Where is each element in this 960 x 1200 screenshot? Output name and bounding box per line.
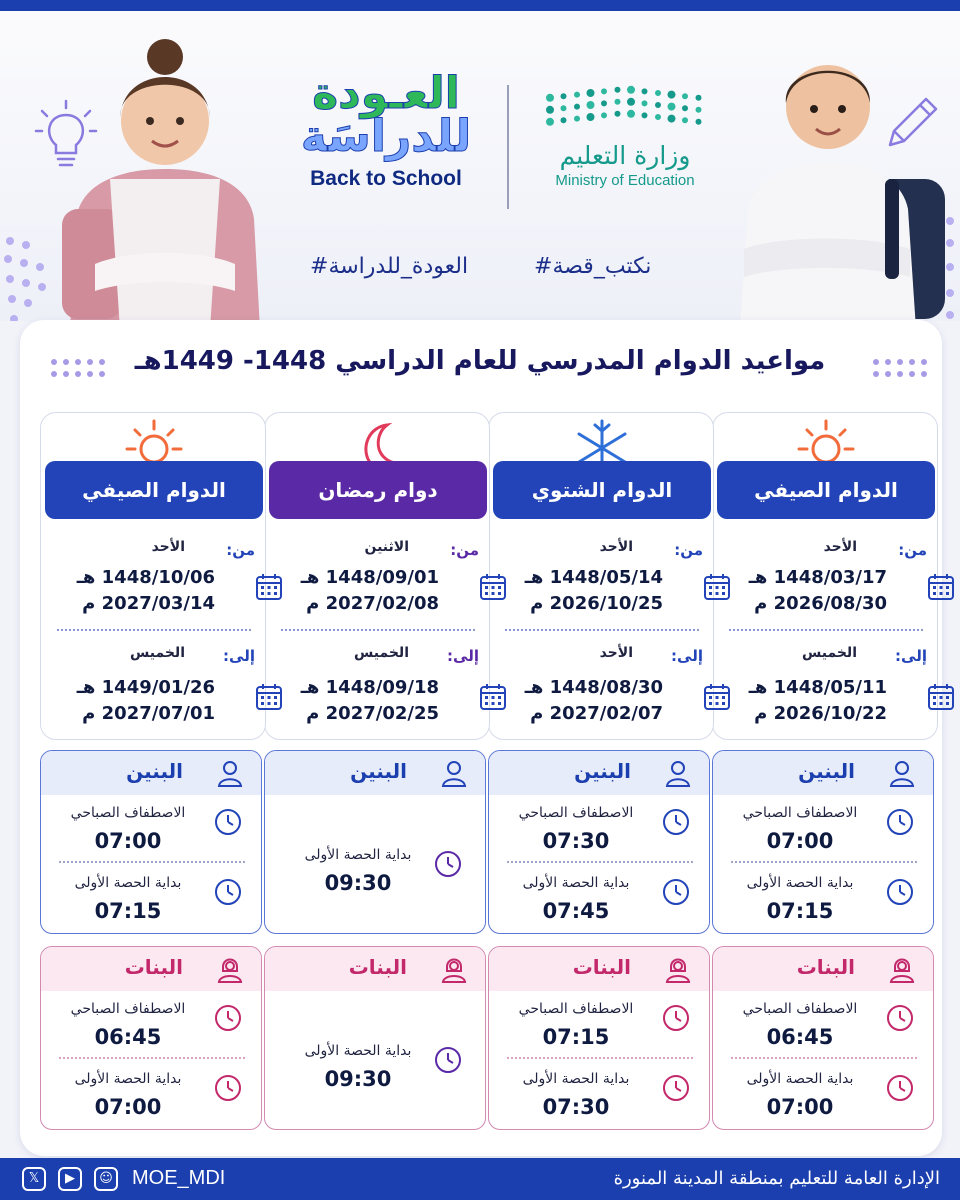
header-banner bbox=[0, 11, 960, 321]
region-directorate: الإدارة العامة للتعليم بمنطقة المدينة المنورة bbox=[613, 1168, 940, 1189]
ministry-name-ar: وزارة التعليم bbox=[559, 141, 691, 170]
boys-assembly-time: 07:00 bbox=[94, 829, 162, 853]
to-date bbox=[727, 675, 887, 727]
to-date bbox=[503, 675, 663, 727]
to-label: إلى: bbox=[671, 647, 703, 665]
hijri-suffix: هـ bbox=[300, 677, 320, 698]
back-to-school-ar-line2: للدراسَة bbox=[300, 111, 472, 162]
assembly-label: الاصطفاف الصباحي bbox=[70, 805, 186, 821]
ministry-dots-emblem bbox=[540, 81, 710, 137]
boys-times-card bbox=[40, 750, 262, 934]
clock-icon bbox=[213, 877, 243, 907]
first-period-label: بداية الحصة الأولى bbox=[304, 1043, 412, 1059]
first-period-label: بداية الحصة الأولى bbox=[522, 875, 630, 891]
to-label: إلى: bbox=[223, 647, 255, 665]
to-day: الأحد bbox=[599, 645, 633, 661]
hijri-suffix: هـ bbox=[76, 567, 96, 588]
calendar-icon bbox=[479, 683, 507, 711]
assembly-label: الاصطفاف الصباحي bbox=[70, 1001, 186, 1017]
time-divider bbox=[59, 861, 245, 863]
from-label: من: bbox=[226, 541, 255, 559]
schedule-card bbox=[264, 412, 490, 740]
from-label: من: bbox=[898, 541, 927, 559]
clock-icon bbox=[661, 1073, 691, 1103]
time-divider bbox=[507, 861, 693, 863]
to-gregorian: 2027/02/25 bbox=[325, 703, 439, 724]
to-date bbox=[279, 675, 439, 727]
date-divider bbox=[281, 629, 475, 631]
boys-label: البنين bbox=[798, 759, 855, 783]
boys-times-card bbox=[712, 750, 934, 934]
from-day: الاثنين bbox=[364, 539, 409, 555]
boys-label: البنين bbox=[126, 759, 183, 783]
girls-header bbox=[489, 947, 709, 991]
girls-label: البنات bbox=[796, 955, 855, 979]
schedule-card bbox=[712, 412, 938, 740]
from-label: من: bbox=[450, 541, 479, 559]
from-gregorian: 2027/02/08 bbox=[325, 593, 439, 614]
gregorian-suffix: م bbox=[754, 703, 768, 724]
hijri-suffix: هـ bbox=[524, 567, 544, 588]
schedule-type-title: الدوام الصيفي bbox=[717, 461, 935, 519]
to-gregorian: 2027/07/01 bbox=[101, 703, 215, 724]
assembly-label: الاصطفاف الصباحي bbox=[742, 1001, 858, 1017]
boys-header bbox=[713, 751, 933, 795]
clock-icon bbox=[885, 1003, 915, 1033]
from-hijri: 1448/05/14 bbox=[549, 567, 663, 588]
boy-icon bbox=[889, 759, 915, 787]
from-gregorian: 2027/03/14 bbox=[101, 593, 215, 614]
gregorian-suffix: م bbox=[82, 703, 96, 724]
girls-times-card bbox=[40, 946, 262, 1130]
girls-times-card bbox=[488, 946, 710, 1130]
from-date bbox=[503, 565, 663, 617]
first-period-label: بداية الحصة الأولى bbox=[522, 1071, 630, 1087]
girls-header bbox=[713, 947, 933, 991]
to-day: الخميس bbox=[801, 645, 857, 661]
gregorian-suffix: م bbox=[306, 593, 320, 614]
clock-icon bbox=[213, 1003, 243, 1033]
from-day: الأحد bbox=[151, 539, 185, 555]
youtube-icon[interactable]: ▶ bbox=[58, 1167, 82, 1191]
from-gregorian: 2026/10/25 bbox=[549, 593, 663, 614]
boys-assembly-time: 07:00 bbox=[766, 829, 834, 853]
boy-icon bbox=[441, 759, 467, 787]
girls-header bbox=[265, 947, 485, 991]
from-hijri: 1448/03/17 bbox=[773, 567, 887, 588]
calendar-icon bbox=[927, 683, 955, 711]
hijri-suffix: هـ bbox=[748, 677, 768, 698]
boys-assembly-time: 07:30 bbox=[542, 829, 610, 853]
from-hijri: 1448/10/06 bbox=[101, 567, 215, 588]
gregorian-suffix: م bbox=[306, 703, 320, 724]
boys-first-period-time: 09:30 bbox=[324, 871, 392, 895]
girls-times-card bbox=[712, 946, 934, 1130]
girls-label: البنات bbox=[124, 955, 183, 979]
from-day: الأحد bbox=[599, 539, 633, 555]
time-divider bbox=[731, 861, 917, 863]
boys-times-card bbox=[264, 750, 486, 934]
first-period-label: بداية الحصة الأولى bbox=[746, 875, 854, 891]
girls-assembly-time: 06:45 bbox=[766, 1025, 834, 1049]
schedule-card bbox=[488, 412, 714, 740]
time-divider bbox=[59, 1057, 245, 1059]
to-gregorian: 2027/02/07 bbox=[549, 703, 663, 724]
logo-divider bbox=[507, 85, 509, 209]
clock-icon bbox=[213, 1073, 243, 1103]
boys-header bbox=[265, 751, 485, 795]
girls-label: البنات bbox=[572, 955, 631, 979]
back-to-school-ar-line1: العـودة bbox=[312, 68, 460, 119]
hijri-suffix: هـ bbox=[76, 677, 96, 698]
to-hijri: 1448/05/11 bbox=[773, 677, 887, 698]
boys-first-period-time: 07:45 bbox=[542, 899, 610, 923]
clock-icon bbox=[661, 877, 691, 907]
girls-assembly-time: 07:15 bbox=[542, 1025, 610, 1049]
calendar-icon bbox=[255, 683, 283, 711]
title-dots-left bbox=[48, 356, 108, 380]
first-period-label: بداية الحصة الأولى bbox=[304, 847, 412, 863]
girls-header bbox=[41, 947, 261, 991]
to-hijri: 1448/09/18 bbox=[325, 677, 439, 698]
schedule-title: مواعيد الدوام المدرسي للعام الدراسي 1448- 1449هـ bbox=[134, 346, 826, 376]
girls-first-period-time: 07:30 bbox=[542, 1095, 610, 1119]
boys-header bbox=[41, 751, 261, 795]
from-label: من: bbox=[674, 541, 703, 559]
time-divider bbox=[507, 1057, 693, 1059]
hashtag-write-a-story: #نكتب_قصة bbox=[534, 254, 652, 279]
calendar-icon bbox=[479, 573, 507, 601]
girls-first-period-time: 09:30 bbox=[324, 1067, 392, 1091]
title-dots-right bbox=[870, 356, 930, 380]
from-date bbox=[279, 565, 439, 617]
boy-icon bbox=[217, 759, 243, 787]
first-period-label: بداية الحصة الأولى bbox=[746, 1071, 854, 1087]
from-day: الأحد bbox=[823, 539, 857, 555]
to-date bbox=[55, 675, 215, 727]
girls-first-period-time: 07:00 bbox=[766, 1095, 834, 1119]
boys-header bbox=[489, 751, 709, 795]
gregorian-suffix: م bbox=[754, 593, 768, 614]
to-label: إلى: bbox=[447, 647, 479, 665]
first-period-label: بداية الحصة الأولى bbox=[74, 875, 182, 891]
to-gregorian: 2026/10/22 bbox=[773, 703, 887, 724]
calendar-icon bbox=[927, 573, 955, 601]
clock-icon bbox=[661, 807, 691, 837]
girls-first-period-time: 07:00 bbox=[94, 1095, 162, 1119]
calendar-icon bbox=[703, 573, 731, 601]
clock-icon bbox=[885, 807, 915, 837]
girls-times-card bbox=[264, 946, 486, 1130]
to-hijri: 1449/01/26 bbox=[101, 677, 215, 698]
back-to-school-logo bbox=[296, 68, 476, 191]
first-period-label: بداية الحصة الأولى bbox=[74, 1071, 182, 1087]
boys-label: البنين bbox=[350, 759, 407, 783]
girl-icon bbox=[441, 955, 467, 983]
from-hijri: 1448/09/01 bbox=[325, 567, 439, 588]
to-hijri: 1448/08/30 bbox=[549, 677, 663, 698]
boy-student-illustration bbox=[720, 29, 960, 321]
clock-icon bbox=[885, 1073, 915, 1103]
footer-bar bbox=[0, 1158, 960, 1200]
girls-assembly-time: 06:45 bbox=[94, 1025, 162, 1049]
girl-icon bbox=[665, 955, 691, 983]
clock-icon bbox=[213, 807, 243, 837]
ministry-name-en: Ministry of Education bbox=[555, 172, 695, 189]
date-divider bbox=[729, 629, 923, 631]
to-day: الخميس bbox=[129, 645, 185, 661]
hijri-suffix: هـ bbox=[300, 567, 320, 588]
boys-first-period-time: 07:15 bbox=[766, 899, 834, 923]
gregorian-suffix: م bbox=[530, 703, 544, 724]
clock-icon bbox=[885, 877, 915, 907]
snapchat-icon[interactable]: ☺ bbox=[94, 1167, 118, 1191]
assembly-label: الاصطفاف الصباحي bbox=[518, 1001, 634, 1017]
date-divider bbox=[57, 629, 251, 631]
boys-first-period-time: 07:15 bbox=[94, 899, 162, 923]
to-day: الخميس bbox=[353, 645, 409, 661]
gregorian-suffix: م bbox=[530, 593, 544, 614]
clock-icon bbox=[661, 1003, 691, 1033]
to-label: إلى: bbox=[895, 647, 927, 665]
schedule-type-title: الدوام الشتوي bbox=[493, 461, 711, 519]
from-date bbox=[55, 565, 215, 617]
hijri-suffix: هـ bbox=[524, 677, 544, 698]
calendar-icon bbox=[255, 573, 283, 601]
ministry-logo bbox=[530, 81, 720, 189]
calendar-icon bbox=[703, 683, 731, 711]
assembly-label: الاصطفاف الصباحي bbox=[742, 805, 858, 821]
schedule-card bbox=[40, 412, 266, 740]
girl-icon bbox=[217, 955, 243, 983]
clock-icon bbox=[433, 849, 463, 879]
back-to-school-en: Back to School bbox=[310, 167, 462, 190]
boys-label: البنين bbox=[574, 759, 631, 783]
schedule-type-title: دوام رمضان bbox=[269, 461, 487, 519]
boys-times-card bbox=[488, 750, 710, 934]
assembly-label: الاصطفاف الصباحي bbox=[518, 805, 634, 821]
boy-icon bbox=[665, 759, 691, 787]
from-date bbox=[727, 565, 887, 617]
clock-icon bbox=[433, 1045, 463, 1075]
girls-label: البنات bbox=[348, 955, 407, 979]
hijri-suffix: هـ bbox=[748, 567, 768, 588]
time-divider bbox=[731, 1057, 917, 1059]
girl-student-illustration bbox=[40, 29, 290, 321]
from-gregorian: 2026/08/30 bbox=[773, 593, 887, 614]
girl-icon bbox=[889, 955, 915, 983]
x-icon[interactable]: 𝕏 bbox=[22, 1167, 46, 1191]
date-divider bbox=[505, 629, 699, 631]
hashtag-back-to-school: #العودة_للدراسة bbox=[310, 254, 469, 279]
schedule-type-title: الدوام الصيفي bbox=[45, 461, 263, 519]
top-bar bbox=[0, 0, 960, 11]
social-handle[interactable]: MOE_MDI bbox=[132, 1167, 226, 1189]
gregorian-suffix: م bbox=[82, 593, 96, 614]
